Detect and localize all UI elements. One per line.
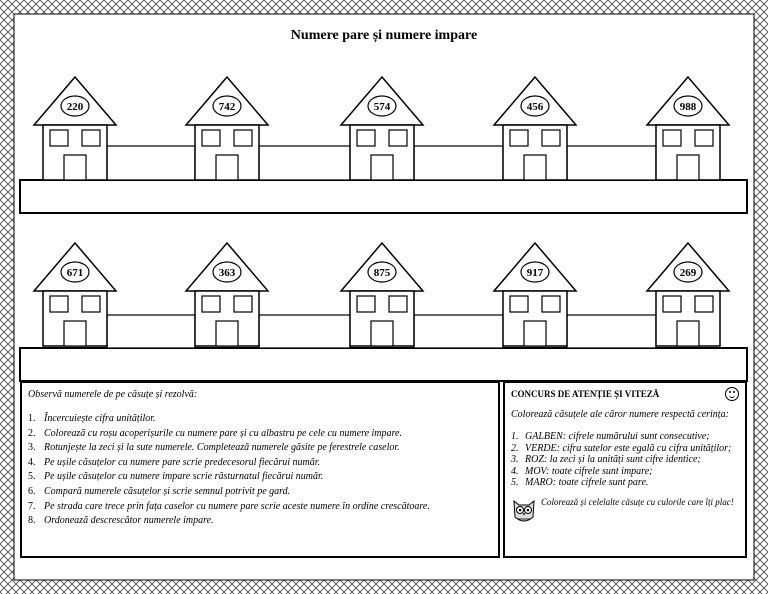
list-item: 2. Colorează cu roșu acoperișurile cu numere pare și cu albastru pe cele cu numere impare. — [28, 427, 402, 439]
house-number: 742 — [218, 101, 236, 113]
list-item: 3. ROZ: la zeci și la unități sunt cifre identice; — [511, 454, 701, 465]
house-window — [542, 296, 560, 312]
house-window — [357, 130, 375, 146]
list-item: 6. Compară numerele căsuțelor și scrie semnul potrivit pe gard. — [28, 485, 291, 497]
house-number: 988 — [679, 101, 697, 113]
house-window — [82, 296, 100, 312]
house-door — [677, 155, 699, 180]
house-door — [371, 155, 393, 180]
house-window — [357, 296, 375, 312]
street — [20, 348, 747, 381]
house-window — [389, 130, 407, 146]
street — [20, 180, 747, 213]
instructions-list — [28, 412, 492, 529]
house-door — [677, 321, 699, 346]
fence — [259, 315, 350, 348]
fence — [414, 146, 503, 180]
house-window — [389, 296, 407, 312]
house-window — [82, 130, 100, 146]
house-window — [234, 296, 252, 312]
house-number: 269 — [679, 267, 697, 279]
list-item: 8. Ordonează descrescător numerele impare. — [28, 515, 214, 527]
house-number: 220 — [66, 101, 84, 113]
house-window — [50, 130, 68, 146]
house-number: 671 — [66, 267, 84, 279]
list-item: 4. Pe ușile căsuțelor cu numere pare scrie predecesorul fiecărui număr. — [28, 456, 321, 468]
house-window — [695, 296, 713, 312]
list-item: 3. Rotunjește la zeci și la sute numerele. Completează numerele găsite pe ferestrele caselor. — [28, 442, 400, 454]
house-number: 875 — [373, 267, 391, 279]
house-window — [510, 296, 528, 312]
house-window — [234, 130, 252, 146]
house-number: 574 — [373, 101, 391, 113]
house-door — [64, 155, 86, 180]
list-item: 2. VERDE: cifra sutelor este egală cu cifra unităților; — [511, 442, 732, 454]
list-item: 1. GALBEN: cifrele numărului sunt consecutive; — [511, 431, 710, 442]
house-door — [524, 155, 546, 180]
fence — [414, 315, 503, 348]
instructions-panel — [20, 381, 500, 558]
house-door — [216, 321, 238, 346]
contest-panel — [503, 381, 747, 558]
house-number: 363 — [218, 267, 236, 279]
list-item: 4. MOV: toate cifrele sunt impare; — [511, 465, 653, 477]
house-door — [64, 321, 86, 346]
contest-list — [511, 431, 739, 489]
house-window — [202, 130, 220, 146]
house-door — [371, 321, 393, 346]
house-door — [524, 321, 546, 346]
house-window — [510, 130, 528, 146]
fence — [107, 315, 195, 348]
house-window — [663, 130, 681, 146]
fence — [107, 146, 195, 180]
house-window — [202, 296, 220, 312]
house-window — [695, 130, 713, 146]
house-door — [216, 155, 238, 180]
contest-intro: Colorează căsuțele ale căror numere respectă cerința: — [511, 409, 729, 420]
list-item: 7. Pe strada care trece prin fața caselor cu numere pare scrie aceste numere în ordine crescătoare. — [28, 500, 430, 512]
house-number: 456 — [526, 101, 544, 113]
instructions-intro: Observă numerele de pe căsuțe și rezolvă: — [28, 389, 198, 400]
smiley-icon — [725, 387, 739, 401]
fence — [567, 315, 656, 348]
contest-title: CONCURS DE ATENȚIE ȘI VITEZĂ — [511, 387, 739, 401]
contest-footer: Colorează și celelalte căsuțe cu culorile care îți plac! — [511, 497, 739, 525]
list-item: 5. MARO: toate cifrele sunt pare. — [511, 477, 649, 488]
fence — [259, 146, 350, 180]
page-title: Numere pare și numere impare — [290, 28, 478, 43]
list-item: 5. Pe ușile căsuțelor cu numere impare scrie răsturnatul fiecărui număr. — [28, 471, 324, 483]
list-item: 1. Încercuiește cifra unităților. — [28, 413, 156, 424]
house-number: 917 — [526, 267, 544, 279]
fence — [567, 146, 656, 180]
house-window — [542, 130, 560, 146]
owl-icon — [511, 497, 537, 525]
house-window — [50, 296, 68, 312]
house-window — [663, 296, 681, 312]
